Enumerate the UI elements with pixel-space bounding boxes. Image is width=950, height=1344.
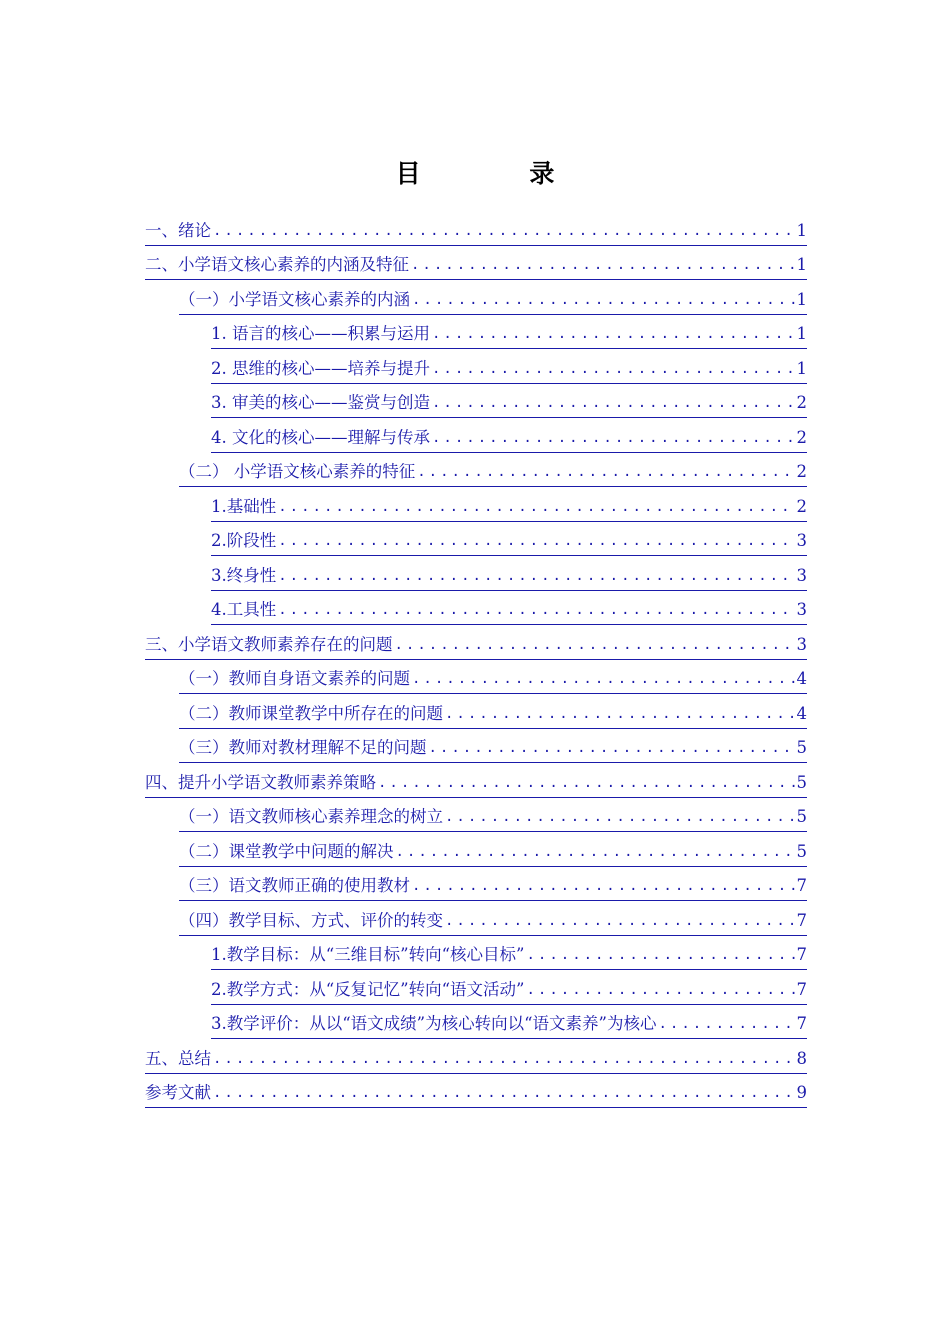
toc-entry-text: 二、小学语文核心素养的内涵及特征 (145, 255, 409, 274)
toc-page-number: 7 (796, 979, 807, 999)
toc-entry[interactable] (179, 901, 807, 936)
toc-entry[interactable] (145, 763, 807, 798)
toc-entry-text: （四）教学目标、方式、评价的转变 (179, 910, 443, 930)
dot-leader (432, 392, 795, 414)
toc-entry[interactable] (179, 798, 807, 833)
toc-entry-text: （二） 小学语文核心素养的特征 (179, 462, 416, 481)
toc-entry-text: 参考文献 (145, 1083, 211, 1102)
toc-entry[interactable] (145, 211, 807, 246)
dot-leader (411, 254, 795, 276)
dot-leader (378, 772, 795, 794)
dot-leader (213, 1082, 795, 1104)
dot-leader (412, 668, 795, 690)
dot-leader (432, 427, 795, 449)
toc-entry-text: 3. 审美的核心——鉴赏与创造 (211, 393, 430, 412)
dot-leader (429, 737, 795, 759)
dot-leader (395, 634, 795, 656)
toc-entry-text: 4.工具性 (211, 600, 277, 619)
toc-page-number: 3 (796, 565, 807, 585)
toc-entry[interactable] (211, 349, 807, 384)
toc-entry-text: 3.终身性 (211, 565, 277, 585)
toc-entry-text: 2.教学方式：从“反复记忆”转向“语文活动” (211, 979, 525, 999)
toc-page-number: 3 (796, 634, 807, 654)
toc-entry[interactable] (179, 694, 807, 729)
toc-entry[interactable] (179, 729, 807, 764)
toc-entry-text: 五、总结 (145, 1048, 211, 1068)
toc-entry-text: （一）小学语文核心素养的内涵 (179, 289, 410, 309)
toc-page-number: 5 (796, 772, 807, 792)
dot-leader (278, 599, 794, 621)
dot-leader (213, 1048, 795, 1070)
toc-page-number: 5 (796, 807, 807, 826)
dot-leader (412, 289, 795, 311)
toc-entry[interactable] (211, 418, 807, 453)
toc-entry-text: 4. 文化的核心——理解与传承 (211, 427, 430, 447)
toc-page-number: 4 (796, 703, 807, 723)
dot-leader (278, 565, 794, 587)
toc-page-number: 1 (796, 289, 807, 309)
toc-page-number: 4 (796, 669, 807, 688)
toc-page-number: 7 (796, 945, 807, 964)
toc-entry-text: （二）课堂教学中问题的解决 (179, 841, 394, 861)
toc-page-number: 2 (796, 496, 807, 516)
toc-page-number: 1 (796, 220, 807, 240)
toc-entry[interactable] (211, 556, 807, 591)
toc-entry-text: 一、绪论 (145, 220, 211, 240)
table-of-contents (145, 211, 807, 1108)
toc-entry[interactable] (211, 315, 807, 350)
toc-entry[interactable] (145, 1039, 807, 1074)
toc-page-number: 1 (796, 358, 807, 378)
toc-page-number: 7 (796, 876, 807, 895)
toc-entry[interactable] (179, 453, 807, 488)
toc-page-number: 3 (796, 600, 807, 619)
toc-page-number: 2 (796, 393, 807, 412)
toc-entry-text: （三）教师对教材理解不足的问题 (179, 738, 427, 757)
toc-page-number: 5 (796, 841, 807, 861)
toc-entry-text: （二）教师课堂教学中所存在的问题 (179, 703, 443, 723)
toc-entry[interactable] (145, 246, 807, 281)
toc-entry[interactable] (211, 970, 807, 1005)
dot-leader (432, 358, 795, 380)
dot-leader (445, 806, 795, 828)
toc-entry[interactable] (179, 660, 807, 695)
toc-page-number: 2 (796, 427, 807, 447)
toc-entry-text: 3.教学评价：从以“语文成绩”为核心转向以“语文素养”为核心 (211, 1014, 657, 1033)
toc-page-number: 5 (796, 738, 807, 757)
dot-leader (445, 910, 795, 932)
toc-entry-text: 三、小学语文教师素养存在的问题 (145, 634, 393, 654)
toc-entry[interactable] (179, 280, 807, 315)
toc-entry-text: 四、提升小学语文教师素养策略 (145, 772, 376, 792)
toc-entry[interactable] (211, 1005, 807, 1040)
toc-entry[interactable] (211, 487, 807, 522)
toc-page-number: 7 (796, 1014, 807, 1033)
dot-leader (526, 979, 794, 1001)
toc-page-number: 1 (796, 324, 807, 343)
toc-page-number: 8 (796, 1048, 807, 1068)
toc-entry[interactable] (145, 1074, 807, 1109)
dot-leader (213, 220, 795, 242)
dot-leader (445, 703, 795, 725)
toc-page-number: 7 (796, 910, 807, 930)
toc-entry[interactable] (179, 832, 807, 867)
dot-leader (417, 461, 794, 483)
dot-leader (412, 875, 795, 897)
toc-entry[interactable] (211, 522, 807, 557)
toc-page-number: 2 (796, 462, 807, 481)
toc-page-number: 9 (796, 1083, 807, 1102)
dot-leader (432, 323, 795, 345)
toc-entry-text: （一）教师自身语文素养的问题 (179, 669, 410, 688)
dot-leader (658, 1013, 794, 1035)
toc-entry[interactable] (211, 384, 807, 419)
dot-leader (278, 496, 794, 518)
toc-entry[interactable] (145, 625, 807, 660)
toc-entry-text: （一）语文教师核心素养理念的树立 (179, 807, 443, 826)
toc-entry[interactable] (211, 936, 807, 971)
dot-leader (396, 841, 795, 863)
toc-page-number: 3 (796, 531, 807, 550)
toc-entry-text: 2. 思维的核心——培养与提升 (211, 358, 430, 378)
toc-entry-text: 2.阶段性 (211, 531, 277, 550)
dot-leader (278, 530, 794, 552)
dot-leader (526, 944, 794, 966)
toc-entry[interactable] (211, 591, 807, 626)
toc-page-number: 1 (796, 255, 807, 274)
toc-entry-text: 1.基础性 (211, 496, 277, 516)
toc-entry-text: 1. 语言的核心——积累与运用 (211, 324, 430, 343)
toc-title: 目 录 (395, 159, 605, 188)
toc-entry-text: （三）语文教师正确的使用教材 (179, 876, 410, 895)
toc-entry[interactable] (179, 867, 807, 902)
toc-entry-text: 1.教学目标：从“三维目标”转向“核心目标” (211, 945, 525, 964)
